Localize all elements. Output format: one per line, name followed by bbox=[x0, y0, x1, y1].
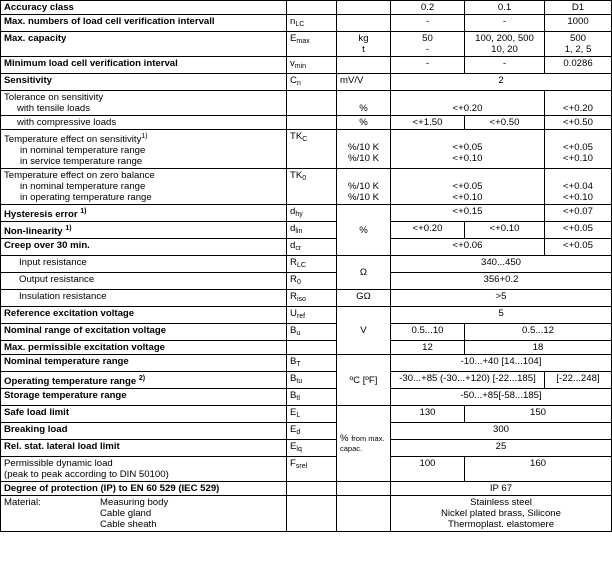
label-output-resistance: Output resistance bbox=[1, 273, 287, 290]
row-nonlinearity bbox=[1, 222, 612, 239]
row-nominal-temp bbox=[1, 355, 612, 372]
label-sensitivity: Sensitivity bbox=[1, 74, 287, 91]
label-insulation-resistance: Insulation resistance bbox=[1, 290, 287, 307]
bu-c23: 0.5...12 bbox=[465, 324, 612, 341]
label-tkc: Temperature effect on sensitivity$^{1)}$ bbox=[4, 133, 148, 145]
label-operating-temp: Operating temperature range $^{2)}$ bbox=[1, 372, 287, 389]
tol-tensile-c3: <+0.20 bbox=[545, 91, 612, 116]
symbol-tk0: $TK_0$ bbox=[287, 169, 337, 205]
row-reference-voltage bbox=[1, 307, 612, 324]
btu-c3: [-22...248] bbox=[545, 372, 612, 389]
row-nominal-excitation bbox=[1, 324, 612, 341]
row-insulation-resistance bbox=[1, 290, 612, 307]
symbol-btu: $B_{tu}$ bbox=[287, 372, 337, 389]
dlin-c2: <+0.10 bbox=[465, 222, 545, 239]
label-hysteresis: Hysteresis error $^{1)}$ bbox=[1, 205, 287, 222]
row-lateral-load bbox=[1, 440, 612, 457]
symbol-elq: $E_{lq}$ bbox=[287, 440, 337, 457]
nlc-c1: - bbox=[391, 15, 465, 32]
symbol-tkc: $TK_C$ bbox=[287, 130, 337, 169]
tol-compressive-c1: <+1.50 bbox=[391, 116, 465, 130]
row-output-resistance bbox=[1, 273, 612, 290]
fsrel-c1: 100 bbox=[391, 457, 465, 482]
symbol-cn: $C_n$ bbox=[287, 74, 337, 91]
unit-dlin: % bbox=[337, 205, 391, 256]
row-nlc bbox=[1, 15, 612, 32]
row-creep bbox=[1, 239, 612, 256]
label-tolerance: Tolerance on sensitivity bbox=[4, 92, 104, 103]
label-max-excitation: Max. permissible excitation voltage bbox=[1, 341, 287, 355]
unit-tk0-operating: %/10 K bbox=[348, 192, 379, 203]
nlc-c2: - bbox=[465, 15, 545, 32]
symbol-ed: $E_d$ bbox=[287, 423, 337, 440]
symbol-riso: $R_{iso}$ bbox=[287, 290, 337, 307]
unit-riso: GΩ bbox=[337, 290, 391, 307]
fsrel-c23: 160 bbox=[465, 457, 612, 482]
row-vmin bbox=[1, 57, 612, 74]
row-emax bbox=[1, 32, 612, 57]
unit-voltage: V bbox=[337, 307, 391, 355]
label-vmin: Minimum load cell verification interval bbox=[1, 57, 287, 74]
dhy-c3: <+0.07 bbox=[545, 205, 612, 222]
unit-load: % from max. capac. bbox=[337, 406, 391, 482]
bu-c1: 0.5...10 bbox=[391, 324, 465, 341]
umax-c23: 18 bbox=[465, 341, 612, 355]
symbol-fsrel: $F_{srel}$ bbox=[287, 457, 337, 482]
symbol-dlin: $d_{lin}$ bbox=[287, 222, 337, 239]
material-value: Thermoplast. elastomere bbox=[447, 519, 555, 530]
label-storage-temp: Storage temperature range bbox=[1, 389, 287, 406]
unit-temperature: ºC [ºF] bbox=[337, 355, 391, 406]
btu-c12: -30...+85 (-30...+120) [-22...185] bbox=[391, 372, 545, 389]
umax-c1: 12 bbox=[391, 341, 465, 355]
row-ip bbox=[1, 482, 612, 496]
label-tk0-operating: in operating temperature range bbox=[20, 192, 152, 203]
el-c23: 150 bbox=[465, 406, 612, 423]
symbol-bu: $B_u$ bbox=[287, 324, 337, 341]
symbol-bt: $B_T$ bbox=[287, 355, 337, 372]
label-nlc: Max. numbers of load cell verification intervall bbox=[1, 15, 287, 32]
dlin-c3: <+0.05 bbox=[545, 222, 612, 239]
tol-compressive-c2: <+0.50 bbox=[465, 116, 545, 130]
emax-c2: 100, 200, 500 10, 20 bbox=[465, 32, 545, 57]
label-nominal-excitation: Nominal range of excitation voltage bbox=[1, 324, 287, 341]
emax-c1: 50 - bbox=[391, 32, 465, 57]
symbol-dcr: $d_{cr}$ bbox=[287, 239, 337, 256]
symbol-btl: $B_{tl}$ bbox=[287, 389, 337, 406]
btl-value: -50...+85[-58...185] bbox=[391, 389, 612, 406]
row-hysteresis bbox=[1, 205, 612, 222]
nlc-c3: 1000 bbox=[545, 15, 612, 32]
label-dynamic-load-sub: (peak to peak according to DIN 50100) bbox=[4, 469, 169, 480]
symbol-uref: $U_{ref}$ bbox=[287, 307, 337, 324]
label-material: Material: bbox=[4, 497, 41, 508]
material-values bbox=[391, 496, 612, 532]
row-dynamic-load bbox=[1, 457, 612, 482]
unit-tol-compressive: % bbox=[337, 116, 391, 130]
label-emax: Max. capacity bbox=[1, 32, 287, 57]
dhy-c12: <+0.15 bbox=[391, 205, 545, 222]
unit-emax: kg t bbox=[337, 32, 391, 57]
r0-value: 356+0.2 bbox=[391, 273, 612, 290]
symbol-rlc: $R_{LC}$ bbox=[287, 256, 337, 273]
label-lateral-load: Rel. stat. lateral load limit bbox=[1, 440, 287, 457]
vmin-c1: - bbox=[391, 57, 465, 74]
unit-tkc-nominal: %/10 K bbox=[348, 142, 379, 153]
ip-value: IP 67 bbox=[391, 482, 612, 496]
label-tkc-service: in service temperature range bbox=[20, 156, 143, 167]
accuracy-c3: D1 bbox=[545, 1, 612, 15]
row-safe-load bbox=[1, 406, 612, 423]
tk0-nominal-c12: <+0.05 bbox=[452, 181, 483, 192]
dcr-c3: <+0.05 bbox=[545, 239, 612, 256]
unit-tk0-nominal: %/10 K bbox=[348, 181, 379, 192]
label-accuracy-class: Accuracy class bbox=[1, 1, 287, 15]
row-operating-temp bbox=[1, 372, 612, 389]
tol-compressive-c3: <+0.50 bbox=[545, 116, 612, 130]
row-tolerance bbox=[1, 91, 612, 116]
ed-value: 300 bbox=[391, 423, 612, 440]
tkc-nominal-c3: <+0.05 bbox=[563, 142, 593, 153]
label-tk0-nominal: in nominal temperature range bbox=[20, 181, 146, 192]
label-tensile: with tensile loads bbox=[17, 103, 91, 114]
label-safe-load: Safe load limit bbox=[1, 406, 287, 423]
label-input-resistance: Input resistance bbox=[1, 256, 287, 273]
label-creep: Creep over 30 min. bbox=[1, 239, 287, 256]
label-ip: Degree of protection (IP) to EN 60 529 (IEC 529) bbox=[1, 482, 287, 496]
row-tk0 bbox=[1, 169, 612, 205]
material-item: Cable gland bbox=[100, 508, 152, 519]
material-item: Measuring body bbox=[100, 497, 169, 508]
bt-value: -10...+40 [14...104] bbox=[391, 355, 612, 372]
accuracy-c2: 0.1 bbox=[465, 1, 545, 15]
row-storage-temp bbox=[1, 389, 612, 406]
label-reference-voltage: Reference excitation voltage bbox=[1, 307, 287, 324]
row-tkc bbox=[1, 130, 612, 169]
riso-value: >5 bbox=[391, 290, 612, 307]
label-dynamic-load: Permissible dynamic load bbox=[4, 458, 113, 469]
material-value: Stainless steel bbox=[470, 497, 532, 508]
rlc-value: 340...450 bbox=[391, 256, 612, 273]
unit-cn: mV/V bbox=[337, 74, 391, 91]
symbol-dhy: $d_{hy}$ bbox=[287, 205, 337, 222]
row-max-excitation bbox=[1, 341, 612, 355]
tkc-service-c12: <+0.10 bbox=[452, 153, 483, 164]
row-tol-compressive bbox=[1, 116, 612, 130]
tk0-nominal-c3: <+0.04 bbox=[563, 181, 593, 192]
tkc-service-c3: <+0.10 bbox=[563, 153, 593, 164]
vmin-c3: 0.0286 bbox=[545, 57, 612, 74]
label-nominal-temp: Nominal temperature range bbox=[1, 355, 287, 372]
symbol-vmin: $v_{min}$ bbox=[287, 57, 337, 74]
material-item: Cable sheath bbox=[100, 519, 157, 530]
tk0-operating-c12: <+0.10 bbox=[452, 192, 483, 203]
material-value: Nickel plated brass, Silicone bbox=[441, 508, 561, 519]
label-tk0: Temperature effect on zero balance bbox=[4, 170, 155, 181]
tol-tensile-c12: <+0.20 bbox=[391, 91, 545, 116]
label-breaking-load: Breaking load bbox=[1, 423, 287, 440]
tk0-operating-c3: <+0.10 bbox=[563, 192, 593, 203]
el-c1: 130 bbox=[391, 406, 465, 423]
emax-c3: 500 1, 2, 5 bbox=[545, 32, 612, 57]
row-breaking-load bbox=[1, 423, 612, 440]
symbol-emax: $E_{max}$ bbox=[287, 32, 337, 57]
symbol-nlc: $n_{LC}$ bbox=[287, 15, 337, 32]
tkc-nominal-c12: <+0.05 bbox=[452, 142, 483, 153]
label-tkc-nominal: in nominal temperature range bbox=[20, 145, 146, 156]
material-items bbox=[100, 497, 168, 530]
row-sensitivity bbox=[1, 74, 612, 91]
accuracy-c1: 0.2 bbox=[391, 1, 465, 15]
unit-resistance: Ω bbox=[337, 256, 391, 290]
row-input-resistance bbox=[1, 256, 612, 273]
label-nonlinearity: Non-linearity $^{1)}$ bbox=[1, 222, 287, 239]
uref-value: 5 bbox=[391, 307, 612, 324]
label-compressive: with compressive loads bbox=[1, 116, 287, 130]
dlin-c1: <+0.20 bbox=[391, 222, 465, 239]
row-accuracy-class bbox=[1, 1, 612, 15]
symbol-r0: $R_0$ bbox=[287, 273, 337, 290]
vmin-c2: - bbox=[465, 57, 545, 74]
dcr-c12: <+0.06 bbox=[391, 239, 545, 256]
symbol-el: $E_L$ bbox=[287, 406, 337, 423]
elq-value: 25 bbox=[391, 440, 612, 457]
unit-tkc-service: %/10 K bbox=[348, 153, 379, 164]
unit-tol-tensile: % bbox=[337, 91, 391, 116]
row-material bbox=[1, 496, 612, 532]
sensitivity-value: 2 bbox=[391, 74, 612, 91]
